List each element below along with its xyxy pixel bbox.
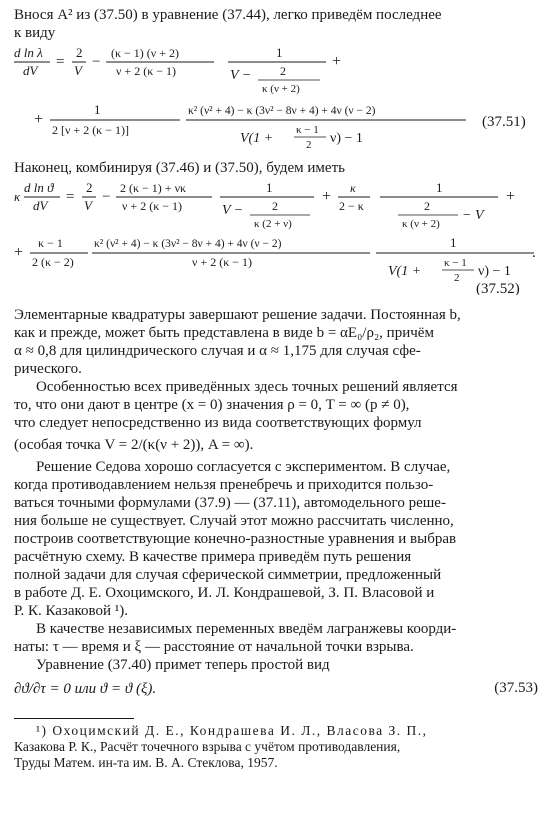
- eq52-l2-frac-den: ν + 2 (κ − 1): [192, 255, 252, 269]
- eq51-one: 1: [276, 45, 283, 60]
- eq52-one: 1: [266, 180, 273, 195]
- eq51-frac-num: (κ − 1) (ν + 2): [111, 46, 179, 60]
- eq52-inner-two: 2: [272, 199, 278, 213]
- equation-37-52-svg: [14, 177, 538, 295]
- paragraph-6-line-1: В качестве независимых переменных введём лагранжевы коорди-: [36, 621, 457, 637]
- paragraph-4-line-1: Особенностью всех приведённых здесь точных решений является: [36, 379, 458, 395]
- eq52-dv: dV: [33, 198, 48, 213]
- footnote-line-1: ¹) Охоцимский Д. Е., Кондрашева И. Л., Власова З. П.,: [36, 723, 428, 738]
- paragraph-5-line-5: построив соответствующие конечно-разностные уравнения и выбрав: [14, 531, 457, 547]
- eq52-plus-start: +: [14, 244, 24, 261]
- eq52-den-b: κ (ν + 2): [402, 218, 440, 230]
- eq51-dlnlambda: d ln λ: [14, 45, 43, 60]
- eq51-l2-one: 1: [94, 102, 101, 117]
- eq51-plus-start: +: [34, 111, 44, 128]
- paragraph-5-line-9: Р. К. Казаковой ¹).: [14, 603, 129, 619]
- paragraph-5-line-8: в работе Д. Е. Охоцимского, И. Л. Кондрашевой, З. П. Власовой и: [14, 585, 435, 601]
- paragraph-5-line-6: расчётную схему. В качестве примера приведём путь решения: [14, 549, 412, 565]
- eq52-v: V: [84, 198, 92, 213]
- paragraph-5-line-3: ваться точными формулами (37.9) — (37.11), автомодельного реше-: [14, 495, 446, 511]
- eq51-frac-den: ν + 2 (κ − 1): [116, 64, 176, 78]
- eq51-number: (37.51): [482, 114, 526, 130]
- eq52-frac-den: ν + 2 (κ − 1): [122, 199, 182, 213]
- equation-37-51-svg: [14, 42, 538, 150]
- paragraph-4-line-4: (особая точка V = 2/(κ(ν + 2)), A = ∞).: [14, 437, 254, 453]
- equation-37-53-body: ∂ϑ/∂τ = 0 или ϑ = ϑ (ξ).: [14, 681, 157, 697]
- eq52-two-b: 2: [424, 199, 430, 213]
- eq52-minus: −: [102, 189, 111, 205]
- eq51-l2-v: V(1 +: [240, 131, 274, 146]
- eq52-equals: =: [66, 189, 75, 205]
- eq51-l2-nu-minus-one: ν) − 1: [330, 131, 363, 146]
- eq52-two: 2: [86, 180, 93, 195]
- eq52-l2-den: 2 (κ − 2): [32, 255, 74, 269]
- eq52-kappa-frac-den: 2 − κ: [339, 199, 364, 213]
- eq52-kappa-frac-num: κ: [350, 181, 356, 195]
- eq52-one-b: 1: [436, 180, 443, 195]
- eq53-number: (37.53): [494, 680, 538, 696]
- paragraph-3-line-4: рического.: [14, 361, 82, 377]
- eq52-l2-kappa-minus-one: κ − 1: [38, 236, 63, 250]
- eq52-inner-den: κ (2 + ν): [254, 218, 292, 230]
- eq52-l2-num: κ² (ν² + 4) − κ (3ν² − 8ν + 4) + 4ν (ν − 2): [94, 238, 282, 250]
- paragraph-4-line-3: что следует непосредственно из вида соответствующих формул: [14, 415, 422, 431]
- eq52-frac-num: 2 (κ − 1) + νκ: [120, 181, 187, 195]
- eq52-plus-mid: +: [322, 188, 332, 205]
- eq51-v-minus: V −: [230, 68, 252, 83]
- paragraph-5-line-7: полной задачи для случая сферической симметрии, предложенный: [14, 567, 442, 583]
- paragraph-5-line-2: когда противодавлением нельзя пренебречь и приходится пользо-: [14, 477, 434, 493]
- paragraph-2: Наконец, комбинируя (37.46) и (37.50), будем иметь: [14, 160, 345, 176]
- equation-37-53: [14, 674, 538, 704]
- footnote-rule: [14, 718, 134, 719]
- eq52-minus-v: − V: [462, 208, 484, 223]
- eq51-equals: =: [56, 54, 65, 70]
- eq52-l2-v: V(1 +: [388, 264, 422, 279]
- footnote-line-3: Труды Матем. ин-та им. В. А. Стеклова, 1957.: [14, 755, 278, 770]
- eq51-l2-two: 2: [306, 139, 312, 150]
- eq52-l2-period: .: [532, 245, 536, 261]
- paragraph-6-line-2: наты: τ — время и ξ — расстояние от начальной точки взрыва.: [14, 639, 414, 655]
- paragraph-1-line-2: к виду: [14, 25, 56, 41]
- eq52-l2-inner-two: 2: [454, 272, 460, 284]
- eq51-v: V: [74, 63, 82, 78]
- eq51-l2-den: 2 [ν + 2 (κ − 1)]: [52, 123, 129, 137]
- eq51-plus-end: +: [332, 53, 342, 70]
- eq52-number: (37.52): [476, 281, 520, 295]
- equation-37-51: [14, 42, 538, 155]
- eq51-dv: dV: [23, 63, 38, 78]
- eq51-inner-two: 2: [280, 64, 286, 78]
- eq51-two: 2: [76, 45, 83, 60]
- paragraph-7: Уравнение (37.40) примет теперь простой вид: [36, 657, 330, 673]
- paragraph-3-line-3: α ≈ 0,8 для цилиндрического случая и α ≈ 1,175 для случая сфе-: [14, 343, 421, 359]
- eq52-kappa: κ: [14, 189, 21, 204]
- paragraph-4-line-2: то, что они дают в центре (x = 0) значения ρ = 0, T = ∞ (p ≠ 0),: [14, 397, 410, 413]
- eq52-plus-end: +: [506, 188, 516, 205]
- eq51-l2-kappa-minus-one: κ − 1: [296, 124, 319, 136]
- eq52-l2-one: 1: [450, 235, 457, 250]
- eq52-v-minus: V −: [222, 203, 244, 218]
- equation-37-52: [14, 177, 538, 300]
- eq51-inner-den: κ (ν + 2): [262, 83, 300, 95]
- paragraph-5-line-4: ния больше не существует. Случай этот можно рассчитать численно,: [14, 513, 454, 529]
- footnote-line-2: Казакова Р. К., Расчёт точечного взрыва с учётом противодавления,: [14, 739, 401, 754]
- eq52-l2-nu-minus-one: ν) − 1: [478, 264, 511, 279]
- eq52-dlntheta: d ln ϑ: [24, 180, 54, 195]
- paragraph-3-line-1: Элементарные квадратуры завершают решение задачи. Постоянная b,: [14, 307, 461, 323]
- eq51-l2-num: κ² (ν² + 4) − κ (3ν² − 8ν + 4) + 4ν (ν − 2): [188, 105, 376, 117]
- eq51-minus: −: [92, 54, 101, 70]
- paragraph-5-line-1: Решение Седова хорошо согласуется с экспериментом. В случае,: [36, 459, 451, 475]
- paragraph-1-line-1: Внося A² из (37.50) в уравнение (37.44), легко приведём последнее: [14, 7, 442, 23]
- paragraph-3-line-2: как и прежде, может быть представлена в виде b = αE₀/ρ₂, причём: [14, 325, 434, 341]
- page: [14, 6, 538, 771]
- eq52-l2-inner-num: κ − 1: [444, 257, 467, 269]
